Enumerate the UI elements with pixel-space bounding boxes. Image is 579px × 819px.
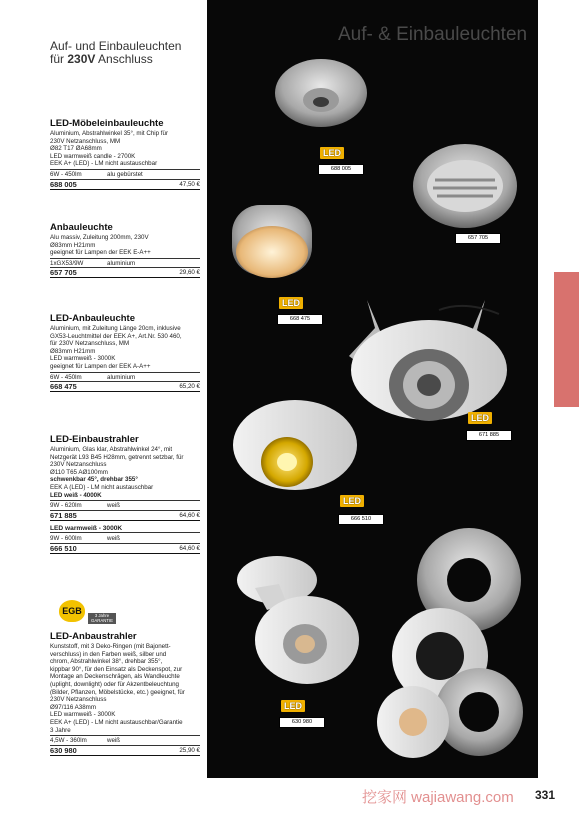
- garantie-badge: 3 Jahre GARANTIE: [88, 613, 116, 624]
- product-desc-line: EEK A (LED) - LM nicht austauschbar: [50, 483, 154, 491]
- article-price-row: [50, 267, 200, 278]
- product-desc-line: geeignet für Lampen der EEK E-A++: [50, 249, 151, 257]
- product-title: LED-Einbaustrahler: [50, 434, 139, 445]
- product-block: [50, 222, 200, 278]
- article-number: 688 005: [50, 179, 77, 189]
- product-desc-line: Aluminium, Abstrahlwinkel 35°, mit Chip für: [50, 130, 169, 137]
- product-desc-line: kippbar 90°, für den Einsatz als Deckenspot, zur: [50, 665, 183, 673]
- product-desc-line: 3 Jahre: [50, 726, 71, 734]
- led-badge: LED: [279, 297, 303, 309]
- image-article-label: 666 510: [338, 514, 384, 525]
- product-title: LED-Anbaustrahler: [50, 631, 137, 642]
- photo-657705: [413, 144, 517, 228]
- product-desc-line: Kunststoff, mit 3 Deko-Ringen (mit Bajonett-: [50, 643, 171, 650]
- watermark: 挖家网 wajiawang.com: [362, 789, 514, 806]
- photo-668475: [232, 205, 312, 278]
- product-desc-line: chrom, Abstrahlwinkel 38°, drehbar 355°,: [50, 658, 163, 666]
- price: 47,50 €: [179, 180, 200, 188]
- article-number: 671 885: [50, 510, 77, 520]
- product-desc-line: LED weiß - 4000K: [50, 491, 102, 499]
- price: 64,60 €: [179, 544, 200, 552]
- product-desc-line: für 230V Netzanschluss, MM: [50, 340, 130, 348]
- section-title: Auf- & Einbauleuchten: [338, 24, 528, 45]
- product-desc-line: verschluss) in den Farben weiß, silber und: [50, 650, 167, 658]
- product-spec: 4,5W - 360lm weiß: [50, 735, 200, 745]
- product-desc-line: (Bilder, Pflanzen, Möbelstücke, etc.) geeignet, für: [50, 688, 185, 696]
- product-desc-line: EEK A+ (LED) - LM nicht austauschbar/Garantie: [50, 718, 183, 726]
- article-number: 657 705: [50, 268, 77, 278]
- product-desc-line: LED warmweiß candle - 2700K: [50, 152, 136, 160]
- product-desc-line: 230V Netzanschluss, MM: [50, 137, 121, 145]
- article-price-row: [50, 543, 200, 554]
- product-block: [50, 313, 200, 392]
- led-badge: LED: [281, 700, 305, 712]
- image-article-label: 630 980: [279, 717, 325, 728]
- image-article-label: 671 885: [466, 430, 512, 441]
- product-desc-line: EEK A+ (LED) - LM nicht austauschbar: [50, 160, 158, 168]
- product-text-column: [0, 0, 205, 819]
- page-header: [50, 40, 181, 66]
- product-desc-line: Ø82 T17 ØA68mm: [50, 145, 102, 153]
- product-spec: 9W - 600lm weiß: [50, 535, 121, 543]
- product-desc-line: 230V Netzanschluss: [50, 461, 107, 469]
- egb-logo: EGB: [59, 600, 85, 622]
- article-price-row: [50, 179, 200, 190]
- led-badge: LED: [468, 412, 492, 424]
- header-line2: für 230V Anschluss: [50, 52, 153, 66]
- chapter-tab: [554, 272, 579, 407]
- price: 65,20 €: [179, 383, 200, 391]
- article-price-row: [50, 381, 200, 392]
- product-spec: 9W - 620lm weiß: [50, 500, 200, 510]
- led-badge: LED: [340, 495, 364, 507]
- product-desc-line: schwenkbar 45°, drehbar 355°: [50, 476, 138, 484]
- product-desc-line: Aluminium, Glas klar, Abstrahlwinkel 24°, mit: [50, 446, 173, 453]
- image-article-label: 668 475: [277, 314, 323, 325]
- price: 25,90 €: [179, 746, 200, 754]
- product-desc-line: LED warmweiß - 3000K: [50, 711, 116, 719]
- photo-630980: [237, 556, 359, 684]
- product-desc-line: Ø110 T65 AØ100mm: [50, 468, 108, 476]
- variant-title: LED warmweiß - 3000K: [50, 525, 200, 534]
- product-photos: [207, 0, 538, 778]
- led-badge: LED: [320, 147, 344, 159]
- product-block: [50, 631, 200, 756]
- photo-deko-rings: [377, 528, 523, 758]
- product-block: [50, 434, 200, 554]
- product-desc-line: LED warmweiß - 3000K: [50, 355, 116, 363]
- price: 64,60 €: [179, 511, 200, 519]
- photo-666510: [233, 400, 357, 490]
- product-title: LED-Anbauleuchte: [50, 313, 135, 324]
- article-price-row: [50, 745, 200, 756]
- price: 29,60 €: [179, 269, 200, 277]
- product-image-panel: [207, 0, 538, 778]
- photo-671885: [349, 300, 507, 421]
- product-desc-line: Ø97/116 A38mm: [50, 703, 96, 711]
- product-desc-line: Ø83mm H21mm: [50, 241, 96, 249]
- product-desc-line: (uplight, downlight) oder für Akzentbeleuchtung: [50, 680, 179, 688]
- page-number: 331: [535, 788, 556, 802]
- product-spec: 1xGX53/9W aluminium: [50, 258, 200, 268]
- product-desc-line: Netzgerät L93 B45 H28mm, getrennt setzbar, für: [50, 453, 184, 461]
- header-line1: Auf- und Einbauleuchten: [50, 39, 182, 53]
- product-block: [50, 118, 200, 190]
- product-desc-line: Montage an Deckenschrägen, als Wandleuchte: [50, 673, 180, 681]
- article-number: 668 475: [50, 382, 77, 392]
- photo-688005: [275, 59, 367, 127]
- product-desc-line: GX53-Leuchtmittel der EEK A+, Art.Nr. 530 460,: [50, 332, 182, 340]
- article-number: 666 510: [50, 543, 77, 553]
- product-title: LED-Möbeleinbauleuchte: [50, 118, 164, 129]
- product-desc-line: geeignet für Lampen der EEK A-A++: [50, 362, 151, 370]
- product-title: Anbauleuchte: [50, 222, 113, 233]
- article-price-row: [50, 510, 200, 521]
- image-article-label: 688 005: [318, 164, 364, 175]
- article-number: 630 980: [50, 745, 77, 755]
- product-desc-line: Ø83mm H21mm: [50, 347, 96, 355]
- product-desc-line: 230V Netzanschluss: [50, 696, 107, 704]
- product-spec: 6W - 450lm aluminium: [50, 372, 200, 382]
- product-desc-line: Alu massiv, Zuleitung 200mm, 230V: [50, 234, 149, 241]
- image-article-label: 657 705: [455, 233, 501, 244]
- product-desc-line: Aluminium, mit Zuleitung Länge 20cm, inklusive: [50, 325, 181, 332]
- product-spec: 6W - 450lm alu gebürstet: [50, 169, 200, 179]
